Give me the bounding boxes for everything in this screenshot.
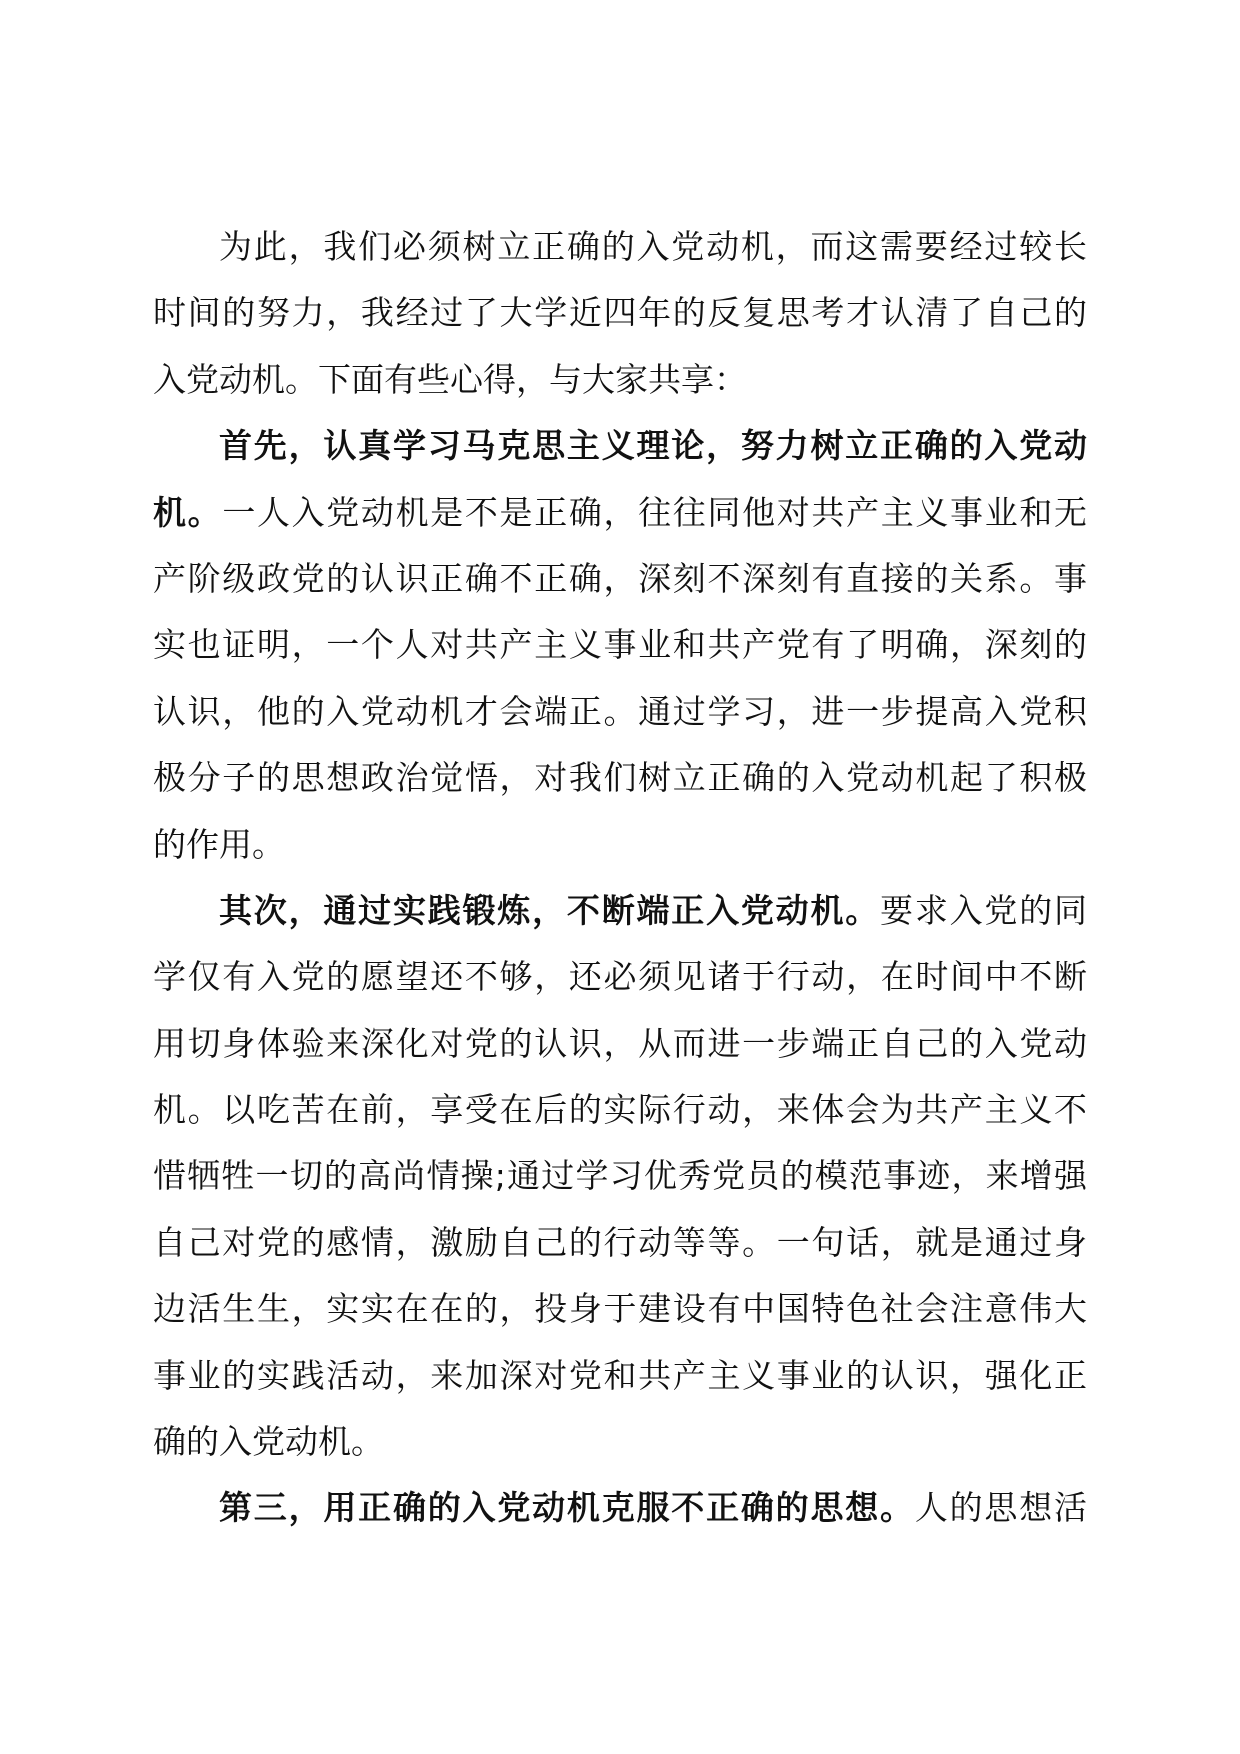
paragraph-line [153, 480, 1087, 546]
paragraph-line [153, 214, 1087, 280]
text-run: 确的入党动机。 [153, 1422, 384, 1462]
bold-heading-run: 首先，认真学习马克思主义理论，努力树立正确的入党动 [219, 426, 1087, 466]
text-run: 时间的努力，我经过了大学近四年的反复思考才认清了自己的 [153, 293, 1087, 333]
paragraph-line [153, 1343, 1087, 1409]
bold-heading-run: 机。 [153, 492, 223, 532]
text-run: 极分子的思想政治觉悟，对我们树立正确的入党动机起了积极 [153, 758, 1087, 798]
paragraph-line [153, 1409, 1087, 1475]
text-run: 事业的实践活动，来加深对党和共产主义事业的认识，强化正 [153, 1355, 1087, 1395]
text-run: 边活生生，实实在在的，投身于建设有中国特色社会注意伟大 [153, 1289, 1087, 1329]
text-run: 人的思想活 [914, 1488, 1087, 1528]
paragraph-line [153, 1475, 1087, 1541]
paragraph-line [153, 679, 1087, 745]
paragraph-line [153, 1143, 1087, 1209]
bold-heading-run: 其次，通过实践锻炼，不断端正入党动机。 [219, 890, 881, 930]
paragraph-line [153, 1276, 1087, 1342]
bold-heading-run: 第三，用正确的入党动机克服不正确的思想。 [219, 1488, 915, 1528]
text-run: 一人入党动机是不是正确，往往同他对共产主义事业和无 [222, 492, 1087, 532]
text-run: 实也证明，一个人对共产主义事业和共产党有了明确，深刻的 [153, 625, 1087, 665]
paragraph-line [153, 347, 1087, 413]
text-run: 惜牺牲一切的高尚情操;通过学习优秀党员的模范事迹，来增强 [153, 1156, 1087, 1196]
text-run: 认识，他的入党动机才会端正。通过学习，进一步提高入党积 [153, 691, 1087, 731]
paragraph-line [153, 1077, 1087, 1143]
paragraph-line [153, 878, 1087, 944]
paragraph-line [153, 1011, 1087, 1077]
text-run: 产阶级政党的认识正确不正确，深刻不深刻有直接的关系。事 [153, 558, 1087, 598]
text-run: 学仅有入党的愿望还不够，还必须见诸于行动，在时间中不断 [153, 957, 1087, 997]
text-run: 机。以吃苦在前，享受在后的实际行动，来体会为共产主义不 [153, 1090, 1087, 1130]
paragraph-line [153, 745, 1087, 811]
text-run: 自己对党的感情，激励自己的行动等等。一句话，就是通过身 [153, 1222, 1087, 1262]
paragraph-line [153, 546, 1087, 612]
text-run: 用切身体验来深化对党的认识，从而进一步端正自己的入党动 [153, 1023, 1087, 1063]
paragraph-line [153, 944, 1087, 1010]
text-run: 要求入党的同 [880, 890, 1087, 930]
paragraph-line [153, 280, 1087, 346]
paragraph-line [153, 812, 1087, 878]
text-run: 的作用。 [153, 824, 285, 864]
document-body [153, 214, 1087, 1542]
text-run: 入党动机。下面有些心得，与大家共享： [153, 359, 747, 399]
paragraph-line [153, 612, 1087, 678]
paragraph-line [153, 413, 1087, 479]
text-run: 为此，我们必须树立正确的入党动机，而这需要经过较长 [219, 227, 1087, 266]
paragraph-line [153, 1210, 1087, 1276]
